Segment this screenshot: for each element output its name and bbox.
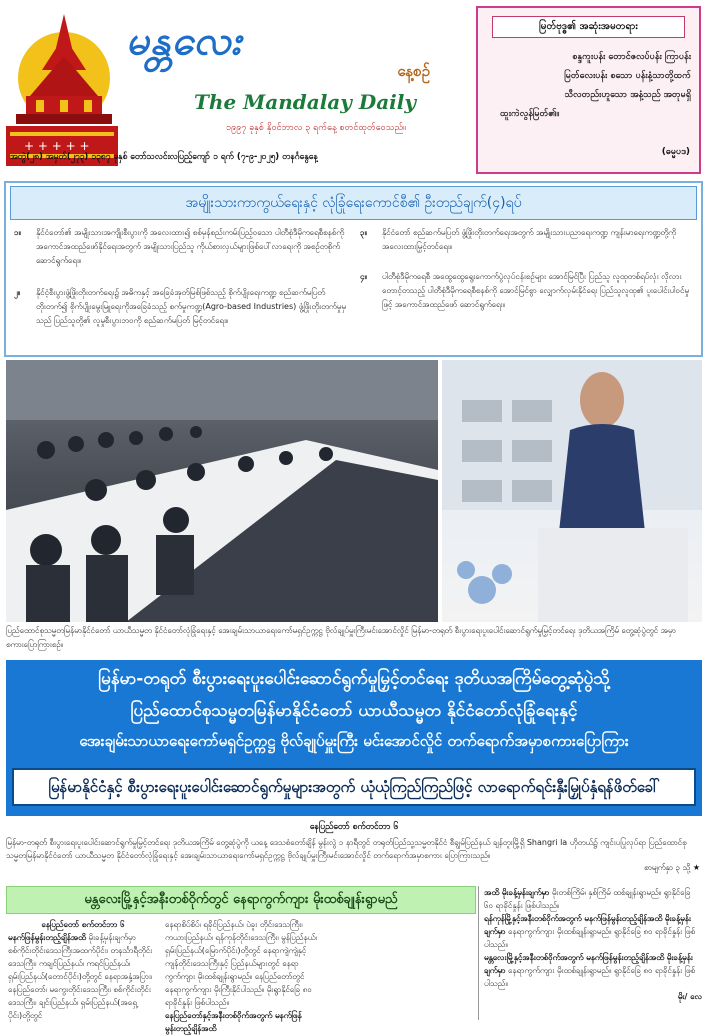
headline-line: ပြည်ထောင်စုသမ္မတမြန်မာနိုင်ငံတော် ယာယီသမ္မတ နိုင်ငံတော်လုံခြုံရေးနှင့် xyxy=(130,701,578,721)
objective-item xyxy=(360,226,696,256)
weather-column xyxy=(484,886,702,1022)
conference-audience-image xyxy=(6,360,438,622)
objective-number: ၁။ xyxy=(14,228,21,237)
objectives-title: အမျိုးသားကာကွယ်ရေးနှင့် လုံခြုံရေးကောင်စီ၏ ဦးတည်ချက်(၄)ရပ် xyxy=(10,186,697,220)
weather-paragraph: မန္တလေးမြို့နှင့်အနီးတစ်ဝိုက်အတွက် မနက်ဖြန်မွန်းတည့်ချိန်အထိ မိုးခန့်မှန်းချက်မှာ နေရာကွက်ကျား မိုးထစ်ချုန်းရွာမည်။ ရွာနိုင်ခြေ ၈၀ ရာခိုင်နှုန်း ဖြစ်ပါသည်။ xyxy=(484,953,696,988)
quote-line: စန္ဒကူးပန်း တောင်ဇလပ်ပန်း ကြာပန်း xyxy=(572,52,691,62)
pagoda-logo-icon xyxy=(6,8,118,166)
quote-line: သီလတည်းဟူသော အနံ့သည် အတုမရှိ xyxy=(564,90,691,100)
objective-item xyxy=(360,270,696,352)
objective-number: ၄။ xyxy=(360,272,367,281)
objective-text: နိုင်ငံ့စီးပွားဖွံ့ဖြိုးတိုးတက်ရေး၌ အဓိကနှင့် အခြေခံအုတ်မြစ်ဖြစ်သည့် စိုက်ပျိုးရေးကဏ္ဍ စည်ဆက်မပြတ်တိုးတက်၍ စိုက်ပျိုးမွေးမြူရေးကိုအခြေခံသည့် စက်မှုကဏ္ဍ(Agro-based Industries) ဖွံ့ဖြိုးတိုးတက်မှုမှသည် ပြည်သူတို့၏ လူမှုစီးပွားဘဝကို စည်ဆက်မပြတ် မြင့်တင်ရေး။ xyxy=(36,288,346,325)
quote-source: (ဓမ္မပဒ) xyxy=(661,147,690,157)
quote-line: ထူးကဲလွန်မြတ်၏။ xyxy=(500,109,560,119)
objective-text: နိုင်ငံတော် စည်ဆက်မပြတ် ဖွံ့ဖြိုးတိုးတက်ရေးအတွက် အမျိုးသားပညာရေးကဏ္ဍ ကျန်းမာရေးကဏ္ဍတို့ကို အလေးထားမြှင့်တင်ရေး။ xyxy=(382,228,677,251)
weather-column xyxy=(324,918,474,1022)
dhamma-quote-box xyxy=(476,6,701,174)
speaker-at-podium-image xyxy=(442,360,702,622)
weather-paragraph: နေပြည်တော်နှင့်အနီးတစ်ဝိုက်အတွက် မနက်ဖြန်မွန်းတည့်ချိန်အထိ xyxy=(165,1011,302,1033)
weather-dateline: နေပြည်တော် စက်တင်ဘာ ၆ xyxy=(41,920,125,929)
weather-paragraph: အထိ မိုးခန့်မှန်းချက်မှာ မိုးတစ်ကြိမ်၊ နှစ်ကြိမ် ထစ်ချုန်းရွာမည်။ ရွာနိုင်ခြေ ၆၀ ရာခိုင်နှုန်း ဖြစ်ပါသည်။ xyxy=(484,888,691,910)
column-divider xyxy=(478,886,479,1020)
quote-line: မြတ်လေးပန်း စသော ပန်းနံ့သာတို့ထက် xyxy=(564,71,691,81)
weather-column xyxy=(165,918,317,1033)
weather-paragraph: မိုး/ လေ xyxy=(677,992,702,1001)
objective-number: ၃။ xyxy=(360,228,367,237)
masthead-slogan: ၁၉၉၇ ခုနှစ် နိုဝင်ဘာလ ၃ ရက်နေ့ စတင်ထုတ်ဝေသည်။ xyxy=(226,123,406,133)
article-lead: မြန်မာ-တရုတ် စီးပွားရေးပူးပေါင်းဆောင်ရွက်မှုမြှင့်တင်ရေး ဒုတိယအကြိမ် တွေ့ဆုံပွဲကို ယနေ့ ဒေသစံတော်ချိန် မွန်းလွဲ ၁ နာရီတွင် တရုတ်ပြည်သူ့သမ္မတနိုင်ငံ စီချွမ်ပြည်နယ် ချန်တူးမြို့ရှိ Shangri la ဟိုတယ်၌ ကျင်းပပြုလုပ်ရာ ပြည်ထောင်စုသမ္မတမြန်မာနိုင်ငံတော် ယာယီသမ္မတ နိုင်ငံတော်လုံခြုံရေးနှင့် အေးချမ်းသာယာရေးကော်မရှင်ဥက္ကဋ္ဌ ဗိုလ်ချုပ်မှူးကြီးမင်းအောင်လှိုင် တက်ရောက်အမှာစကား ပြောကြားသည်။ xyxy=(6,838,687,860)
masthead-title-english: The Mandalay Daily xyxy=(194,90,416,114)
objective-item xyxy=(14,226,348,284)
weather-paragraph: မနက်ဖြန်မွန်းတည့်ချိန်အထိ မိုးခန့်မှန်းချက်မှာ စစ်ကိုင်းတိုင်းဒေသကြီးအထက်ပိုင်း၊ တနင်္သာရီတိုင်းဒေသကြီး၊ ကချင်ပြည်နယ်၊ ကရင်ပြည်နယ်၊ ရှမ်းပြည်နယ်(တောင်ပိုင်း)တို့တွင် နေရာအနှံ့အပြား၊ နေပြည်တော်၊ မကွေးတိုင်းဒေသကြီး၊ စစ်ကိုင်းတိုင်းဒေသကြီး၊ ချင်းပြည်နယ်၊ ရှမ်းပြည်နယ်(အရှေ့ပိုင်း)တို့တွင် xyxy=(8,933,153,1020)
headline-subhead: မြန်မာနိုင်ငံနှင့် စီးပွားရေးပူးပေါင်းဆောင်ရွက်မှုများအတွက် ယုံယုံကြည်ကြည်ဖြင့် လာရောက်ရင်းနှီးမြှုပ်နှံရန်ဖိတ်ခေါ် xyxy=(12,768,696,806)
speaker-photo xyxy=(442,360,702,622)
meeting-photo xyxy=(6,360,438,622)
weather-paragraph: နေရာစိပ်စိပ်၊ ရခိုင်ပြည်နယ်၊ ပဲခူး တိုင်းဒေသကြီး၊ ကယားပြည်နယ်၊ ရန်ကုန်တိုင်းဒေသကြီး၊ မွန်ပြည်နယ်၊ ရှမ်းပြည်နယ်(မြောက်ပိုင်း)တို့တွင် နေရာကျဲကျဲနှင့် ကျန်တိုင်းဒေသကြီးနှင့် ပြည်နယ်များတွင် နေရာ ကွက်ကျား မိုးထစ်ချုန်းရွာမည်။ နေပြည်တော်တွင် နေရာကွက်ကျား မိုးကြီးနိုင်ပါသည်။ မိုးရွာနိုင်ခြေ ၈၀ ရာခိုင်နှုန်း ဖြစ်ပါသည်။ xyxy=(165,920,317,1007)
weather-paragraph: ရန်ကုန်မြို့နှင့်အနီးတစ်ဝိုက်အတွက် မနက်ဖြန်မွန်းတည့်ချိန်အထိ မိုးခန့်မှန်းချက်မှာ နေရာကွက်ကျား မိုးထစ်ချုန်းရွာမည်။ ရွာနိုင်ခြေ ၈၀ ရာခိုင်နှုန်း ဖြစ်ပါသည်။ xyxy=(484,914,696,949)
masthead xyxy=(0,0,470,178)
continued-link[interactable]: စာမျက်နှာ ၃ သို့ ★ xyxy=(644,863,700,872)
photo-caption: ပြည်ထောင်စုသမ္မတမြန်မာနိုင်ငံတော် ယာယီသမ္မတ နိုင်ငံတော်လုံခြုံရေးနှင့် အေးချမ်းသာယာရေးကော်မရှင်ဥက္ကဋ္ဌ ဗိုလ်ချုပ်မှူးကြီးမင်းအောင်လှိုင် မြန်မာ-တရုတ် စီးပွားရေးပူးပေါင်းဆောင်ရွက်မှုမြှင့်တင်ရေး ဒုတိယအကြိမ် တွေ့ဆုံပွဲတွင် အမှာစကားပြောကြားစဉ်။ xyxy=(6,626,676,649)
objective-number: ၂။ xyxy=(14,288,21,297)
headline-line: မြန်မာ-တရုတ် စီးပွားရေးပူးပေါင်းဆောင်ရွက်မှုမြှင့်တင်ရေး ဒုတိယအကြိမ်တွေ့ဆုံပွဲသို့ xyxy=(98,669,610,689)
weather-column xyxy=(8,918,158,1022)
objective-text: နိုင်ငံတော်၏ အမျိုးသားအကျိုးစီးပွားကို အလေးထား၍ စစ်မှန်စည်းကမ်းပြည့်ဝသော ပါတီစုံဒီမိုကရေစီစနစ်ကို အကောင်အထည်ဖော်နိုင်ရေးအတွက် အမျိုးသားပြည်သူ ကိုယ်စားလှယ်များဖြစ်ပေါ်လာရေးကို အစဉ်တစိုက်ဆောင်ရွက်ရေး။ xyxy=(36,228,345,265)
headline-line: အေးချမ်းသာယာရေးကော်မရှင်ဥက္ကဋ္ဌ ဗိုလ်ချုပ်မှူးကြီး မင်းအောင်လှိုင် တက်ရောက်အမှာစကားပြောကြား xyxy=(79,732,629,750)
quote-heading: မြတ်ဗုဒ္ဓ၏ အဆုံးအမတရား xyxy=(492,16,685,38)
objective-item xyxy=(14,286,348,352)
issue-info: အတွဲ(၂၈) အမှတ်(၂၇၃) ၁၃၈၇ ခုနှစ် တော်သလင်းလပြည့်ကျော် ၁ ရက် (၇-၉-၂၀၂၅) တနင်္ဂနွေနေ့ xyxy=(10,152,318,162)
masthead-title: မန္တလေး xyxy=(126,18,242,64)
article-dateline: နေပြည်တော် စက်တင်ဘာ ၆ xyxy=(309,822,399,832)
quote-body xyxy=(488,48,691,138)
objective-text: ပါတီစုံဒီမိုကရေစီ အထွေထွေရွေးကောက်ပွဲလုပ်ငန်းစဉ်များ အောင်မြင်ပြီး ပြည်သူ လူထုတစ်ရပ်လုံး လိုလားတောင့်တသည့် ပါတီစုံဒီမိုကရေစီစနစ်ကို အောင်မြင်စွာ လျှောက်လှမ်းနိုင်ရေး ပြည်သူလူထု၏ ပူးပေါင်းပါဝင်မှုဖြင့် အကောင်အထည်ဖော် ဆောင်ရွက်ရေး။ xyxy=(382,272,689,309)
svg-text:+ + + + +: + + + + + xyxy=(24,139,90,153)
masthead-subtitle: နေ့စဉ် xyxy=(397,62,430,80)
weather-heading: မန္တလေးမြို့နှင့်အနီးတစ်ဝိုက်တွင် နေရာကွက်ကျား မိုးထစ်ချုန်းရွာမည် xyxy=(6,886,476,914)
